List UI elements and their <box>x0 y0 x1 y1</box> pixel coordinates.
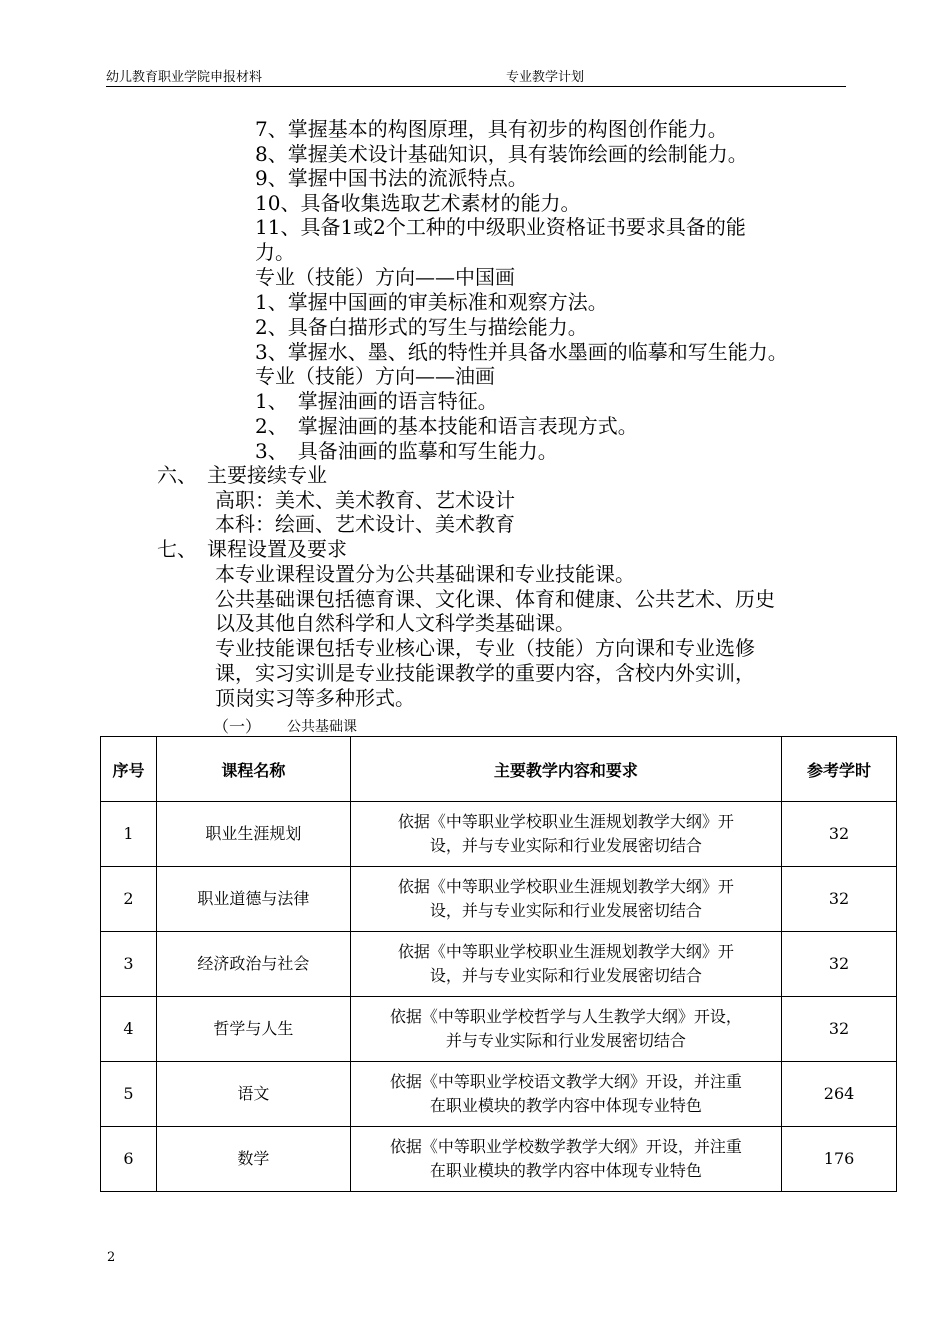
table-row <box>101 802 897 867</box>
text-line: 课，实习实训是专业技能课教学的重要内容，含校内外实训， <box>215 661 755 685</box>
text-line: 本专业课程设置分为公共基础课和专业技能课。 <box>215 562 635 586</box>
text-line: 顶岗实习等多种形式。 <box>215 686 415 710</box>
header-institution: 幼儿教育职业学院申报材料 <box>106 70 263 85</box>
text-line: 本科：绘画、艺术设计、美术教育 <box>215 512 515 536</box>
cell-content: 依据《中等职业学校职业生涯规划教学大纲》开 设，并与专业实际和行业发展密切结合 <box>350 932 781 997</box>
header-content: 主要教学内容和要求 <box>350 737 781 802</box>
text-line: 1、掌握中国画的审美标准和观察方法。 <box>255 290 608 314</box>
text-line: 专业技能课包括专业核心课，专业（技能）方向课和专业选修 <box>215 636 755 660</box>
text-line: 3、掌握水、墨、纸的特性并具备水墨画的临摹和写生能力。 <box>255 340 788 364</box>
section-heading: 专业（技能）方向——中国画 <box>255 265 515 289</box>
text-line: 公共基础课包括德育课、文化课、体育和健康、公共艺术、历史 <box>215 587 775 611</box>
cell-no: 3 <box>101 932 157 997</box>
table-header-row <box>101 737 897 802</box>
section-heading: 七、 课程设置及要求 <box>157 537 347 561</box>
table-row <box>101 1062 897 1127</box>
text-line: 8、掌握美术设计基础知识，具有装饰绘画的绘制能力。 <box>255 142 748 166</box>
text-line: 以及其他自然科学和人文科学类基础课。 <box>215 611 575 635</box>
cell-course-name: 职业生涯规划 <box>156 802 350 867</box>
header-no: 序号 <box>101 737 157 802</box>
table-row <box>101 997 897 1062</box>
cell-course-name: 语文 <box>156 1062 350 1127</box>
cell-course-name: 职业道德与法律 <box>156 867 350 932</box>
cell-content: 依据《中等职业学校数学教学大纲》开设，并注重 在职业模块的教学内容中体现专业特色 <box>350 1127 781 1192</box>
cell-content: 依据《中等职业学校哲学与人生教学大纲》开设， 并与专业实际和行业发展密切结合 <box>350 997 781 1062</box>
cell-hours: 264 <box>782 1062 897 1127</box>
text-line: 3、 具备油画的监摹和写生能力。 <box>255 439 558 463</box>
text-line: 2、具备白描形式的写生与描绘能力。 <box>255 315 588 339</box>
section-heading: 专业（技能）方向——油画 <box>255 364 495 388</box>
course-table <box>100 736 897 1192</box>
cell-course-name: 数学 <box>156 1127 350 1192</box>
text-line: 11、具备1或2个工种的中级职业资格证书要求具备的能 <box>255 215 746 239</box>
header-doc-title: 专业教学计划 <box>506 70 585 85</box>
cell-course-name: 哲学与人生 <box>156 997 350 1062</box>
text-line: 7、掌握基本的构图原理，具有初步的构图创作能力。 <box>255 117 728 141</box>
cell-hours: 32 <box>782 867 897 932</box>
section-heading: 六、 主要接续专业 <box>157 463 327 487</box>
cell-content: 依据《中等职业学校职业生涯规划教学大纲》开 设，并与专业实际和行业发展密切结合 <box>350 867 781 932</box>
table-row <box>101 932 897 997</box>
text-line: 10、具备收集选取艺术素材的能力。 <box>255 191 581 215</box>
cell-no: 5 <box>101 1062 157 1127</box>
cell-no: 1 <box>101 802 157 867</box>
subheading-number: （一） <box>213 717 262 736</box>
page-number: 2 <box>107 1250 116 1265</box>
cell-course-name: 经济政治与社会 <box>156 932 350 997</box>
cell-hours: 176 <box>782 1127 897 1192</box>
table-row <box>101 867 897 932</box>
text-line: 高职：美术、美术教育、艺术设计 <box>215 488 515 512</box>
cell-no: 4 <box>101 997 157 1062</box>
text-line: 1、 掌握油画的语言特征。 <box>255 389 498 413</box>
cell-content: 依据《中等职业学校语文教学大纲》开设，并注重 在职业模块的教学内容中体现专业特色 <box>350 1062 781 1127</box>
text-line: 2、 掌握油画的基本技能和语言表现方式。 <box>255 414 638 438</box>
header-course-name: 课程名称 <box>156 737 350 802</box>
header-hours: 参考学时 <box>782 737 897 802</box>
cell-hours: 32 <box>782 997 897 1062</box>
cell-no: 2 <box>101 867 157 932</box>
cell-hours: 32 <box>782 932 897 997</box>
cell-no: 6 <box>101 1127 157 1192</box>
text-line: 力。 <box>255 240 295 264</box>
page-header <box>106 66 846 87</box>
cell-hours: 32 <box>782 802 897 867</box>
cell-content: 依据《中等职业学校职业生涯规划教学大纲》开 设，并与专业实际和行业发展密切结合 <box>350 802 781 867</box>
table-row <box>101 1127 897 1192</box>
subheading-label: 公共基础课 <box>287 719 357 735</box>
text-line: 9、掌握中国书法的流派特点。 <box>255 166 528 190</box>
